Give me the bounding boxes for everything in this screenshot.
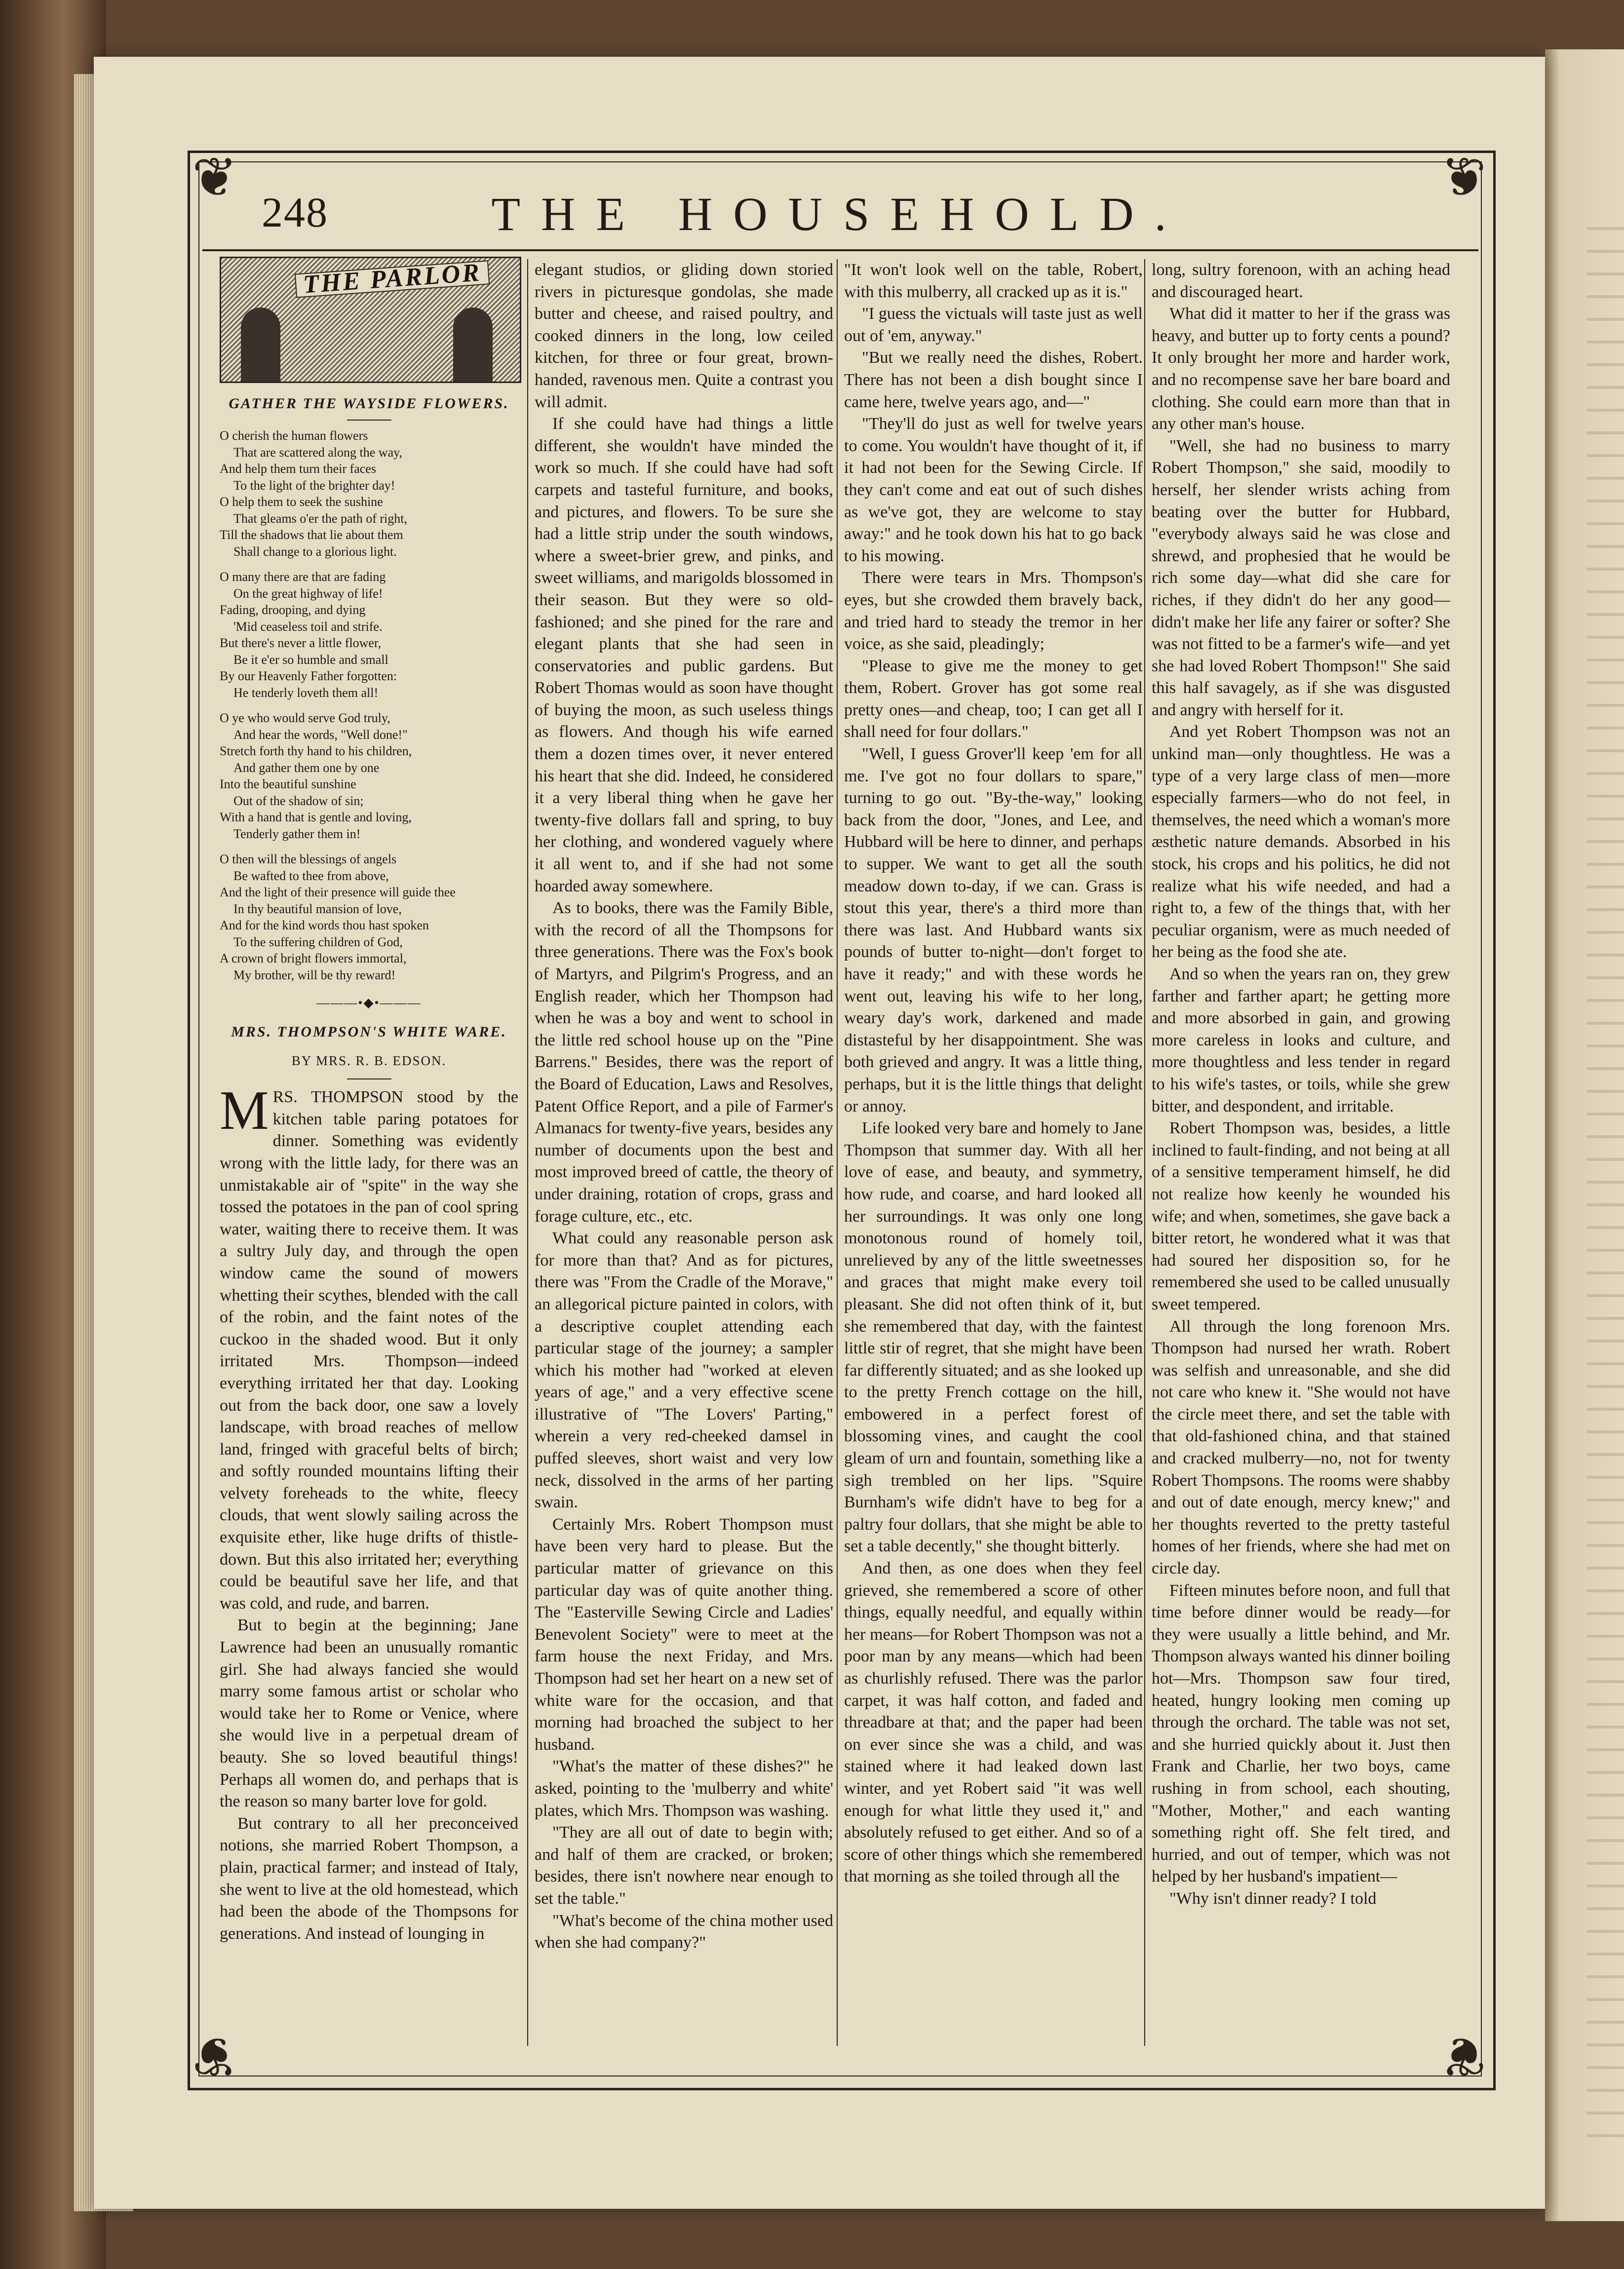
story-paragraph: But contrary to all her preconceived notions, she married Robert Thompson, a plain, practical farmer; and instead of Italy, she went to live at the old homestead, which had been the abode of the Thompsons for generations. And instead of lounging in: [220, 1814, 518, 1943]
poem-line: That gleams o'er the path of right,: [233, 511, 407, 526]
poem-line: O cherish the human flowers: [220, 428, 368, 443]
woodcut-title: THE PARLOR: [295, 260, 490, 298]
poem-line: Shall change to a glorious light.: [233, 544, 397, 559]
corner-flourish-icon: ❦: [192, 2026, 238, 2086]
column-divider: [1144, 259, 1145, 2046]
story-paragraph: "Why isn't dinner ready? I told: [1169, 1889, 1377, 1908]
header-rule: [202, 249, 1478, 251]
corner-flourish-icon: ❦: [1440, 148, 1487, 208]
poem-line: A crown of bright flowers immortal,: [220, 951, 407, 965]
masthead-title: THE HOUSEHOLD.: [491, 188, 1187, 240]
drop-cap: M: [220, 1080, 269, 1142]
poem-line: Out of the shadow of sin;: [233, 793, 364, 808]
poem-stanza: [220, 851, 518, 983]
story-column-4: [1152, 259, 1450, 1910]
poem-line: Stretch forth thy hand to his children,: [220, 744, 412, 758]
story-paragraph: What did it matter to her if the grass was heavy, and butter up to forty cents a pound? It only brought her more and harder work, and no recompense save her bare board and clothing. She could earn more than that in any other man's house.: [1152, 305, 1450, 433]
parlor-woodcut: [220, 257, 521, 383]
poem-line: And gather them one by one: [233, 760, 380, 775]
poem-line: And hear the words, "Well done!": [233, 727, 408, 742]
story-paragraph: long, sultry forenoon, with an aching head and discouraged heart.: [1152, 261, 1450, 301]
story-paragraph: There were tears in Mrs. Thompson's eyes, but she crowded them bravely back, and tried hard to steady the tremor in her voice, as she said, pleadingly;: [844, 569, 1143, 654]
story-column-2: [535, 259, 833, 1954]
story-paragraph: Certainly Mrs. Robert Thompson must have been very hard to please. But the particular matter of grievance on this particular day was of quite another thing. The "Easterville Sewing Circle and Ladies' Benevolent Society" were to meet at the farm house the next Friday, and Mrs. Thompson had set her heart on a new set of white ware for the occasion, and that morning had broached the subject to her husband.: [535, 1515, 833, 1754]
poem-title: GATHER THE WAYSIDE FLOWERS.: [229, 395, 509, 412]
poem-line: In thy beautiful mansion of love,: [233, 901, 402, 916]
poem-line: O ye who would serve God truly,: [220, 711, 390, 725]
story-paragraph: What could any reasonable person ask for more than that? And as for pictures, there was "From the Cradle of the Morave," an allegorical picture painted in colors, with a descriptive couplet attending each particular stage of the journey; a sampler which his mother had "worked at eleven years of age," and a very effective scene illustrative of "The Lovers' Parting," wherein a very red-cheeked damsel in puffed sleeves, short waist and very low neck, dissolved in the arms of her parting swain.: [535, 1229, 833, 1512]
story-paragraph: "It won't look well on the table, Robert, with this mulberry, all cracked up as it is.": [844, 261, 1143, 301]
poem-line: Tenderly gather them in!: [233, 826, 361, 841]
story-paragraph: "I guess the victuals will taste just as well out of 'em, anyway.": [844, 305, 1143, 345]
title-rule: [347, 420, 391, 421]
column-divider: [527, 259, 528, 2046]
woodcut-figure: [453, 308, 493, 382]
story-paragraph: Life looked very bare and homely to Jane Thompson that summer day. With all her love of ease, and beauty, and symmetry, how rude, and coarse, and hard looked all her surroundings. It was only one long monotonous round of homely toil, unrelieved by any of the little sweetnesses and graces that might make every toil pleasant. She did not often think of it, but she remembered that day, with the faintest little stir of regret, that she might have been far differently situated; and as she looked up to the pretty French cottage on the hill, embowered in a perfect forest of blossoming vines, and caught the cool gleam of urn and fountain, something like a sigh trembled on her lips. "Squire Burnham's wife didn't have to beg for a paltry four dollars, that she might be able to set a table decently," she thought bitterly.: [844, 1119, 1143, 1556]
column-1: [220, 259, 518, 1945]
story-paragraph: "They'll do just as well for twelve years to come. You wouldn't have thought of it, if it had not been for the Sewing Circle. If they can't come and eat out of such dishes as we've got, they are welcome to stay away:" and he took down his hat to go back to his mowing.: [844, 415, 1143, 565]
poem-line: With a hand that is gentle and loving,: [220, 810, 412, 824]
story-paragraph: Robert Thompson was, besides, a little inclined to fault-finding, and not being at all of a sensitive temperament himself, he did not realize how keenly he wounded his wife; and when, sometimes, she gave back a bitter retort, he wondered what it was that had soured her disposition so, for he remembered she used to be called unusually sweet tempered.: [1152, 1119, 1450, 1313]
column-divider: [837, 259, 838, 2046]
poem-line: By our Heavenly Father forgotten:: [220, 669, 397, 683]
story-title: MRS. THOMPSON'S WHITE WARE.: [231, 1023, 507, 1040]
story-paragraph: And then, as one does when they feel grieved, she remembered a score of other things, equally needful, and equally within her means—for Robert Thompson was not a poor man by any means—which had been as churlishly refused. There was the parlor carpet, it was half cotton, and faded and threadbare at that; and the paper had been on ever since she was a child, and was stained where it had leaked down last winter, and yet Robert said "it was well enough for what little they used it," and absolutely refused to get either. And so of a score of other things which she remembered that morning as she toiled through all the: [844, 1559, 1143, 1886]
poem-line: On the great highway of life!: [233, 586, 383, 601]
story-paragraph: "What's become of the china mother used when she had company?": [535, 1911, 833, 1952]
facing-page-text: [1587, 227, 1624, 2152]
story-paragraph: And yet Robert Thompson was not an unkind man—only thoughtless. He was a type of a very large class of men—more especially farmers—who do not feel, in themselves, the need which a woman's more æsthetic nature demands. Absorbed in his stock, his crops and his politics, he did not realize what his wife needed, and had a right to, a few of the things that, with her peculiar organism, were as much needed of her being as the food she ate.: [1152, 723, 1450, 961]
poem-line: Till the shadows that lie about them: [220, 528, 403, 542]
story-paragraph: "What's the matter of these dishes?" he asked, pointing to the 'mulberry and white' plates, which Mrs. Thompson was washing.: [535, 1757, 833, 1820]
corner-flourish-icon: ❦: [1440, 2026, 1487, 2086]
poem-stanza: [220, 569, 518, 701]
poem-line: My brother, will be thy reward!: [233, 967, 396, 982]
poem-line: That are scattered along the way,: [233, 445, 402, 460]
section-ornament: ———•◆•———: [316, 996, 422, 1010]
poem-line: And help them turn their faces: [220, 461, 376, 476]
poem-line: O many there are that are fading: [220, 570, 386, 584]
corner-flourish-icon: ❦: [192, 148, 238, 208]
byline-rule: [347, 1078, 391, 1079]
page-header: [207, 188, 1471, 242]
column-2: [535, 259, 833, 1954]
story-column-3: [844, 259, 1143, 1888]
poem-line: Fading, drooping, and dying: [220, 603, 366, 617]
story-paragraph: "Please to give me the money to get them, Robert. Grover has got some real pretty ones—and cheap, too; I can get all I shall need for four dollars.": [844, 656, 1143, 741]
story-paragraph: [220, 1080, 518, 1615]
poem-line: O help them to seek the sushine: [220, 495, 383, 509]
poem-line: Be it e'er so humble and small: [233, 652, 388, 667]
story-paragraph: And so when the years ran on, they grew farther and farther apart; he getting more and more absorbed in gain, and growing more careless in looks and culture, and more thoughtless and less tender in regard to his wife's tastes, or toils, while she grew bitter, and despondent, and irritable.: [1152, 965, 1450, 1115]
poem-line: 'Mid ceaseless toil and strife.: [233, 619, 383, 634]
column-3: [844, 259, 1143, 1888]
woodcut-figure: [241, 308, 280, 382]
poem-line: Into the beautiful sunshine: [220, 777, 356, 791]
story-paragraph: "They are all out of date to begin with; and half of them are cracked, or broken; besides, there isn't nowhere near enough to set the table.": [535, 1823, 833, 1908]
poem-line: And for the kind words thou hast spoken: [220, 918, 429, 932]
poem-line: He tenderly loveth them all!: [233, 685, 379, 700]
poem-stanza: [220, 710, 518, 842]
story-paragraph: All through the long forenoon Mrs. Thompson had nursed her wrath. Robert was selfish and unreasonable, and she did not care who knew it. "She would not have the circle meet there, and set the table with that old-fashioned china, and that stained and cracked mulberry—no, not for twenty Robert Thompsons. The rooms were shabby and out of date enough, mercy knew;" and her thoughts reverted to the pretty tasteful homes of her friends, where she had met on circle day.: [1152, 1317, 1450, 1578]
column-4: [1152, 259, 1450, 1910]
story-byline: BY MRS. R. B. EDSON.: [291, 1053, 447, 1068]
story-paragraph: As to books, there was the Family Bible, with the record of all the Thompsons for three generations. There was the Fox's book of Martyrs, and Pilgrim's Progress, and an English reader, which her Thompson had when he was a boy and went to school in the little red school house up on the "Pine Barrens." Besides, there was the report of the Board of Education, Laws and Resolves, Patent Office Report, and a pile of Farmer's Almanacs for twenty-five years, besides any number of documents upon the best and most improved breed of cattle, the theory of under draining, rotation of crops, grass and forage culture, etc., etc.: [535, 899, 833, 1226]
story-paragraph: If she could have had things a little different, she wouldn't have minded the work so much. If she could have had soft carpets and tasteful furniture, and books, and pictures, and flowers. To be sure she had a little strip under the south windows, where a sweet-brier grew, and pinks, and sweet williams, and marigolds blossomed in their season. But they were so old-fashioned; and she pined for the rare and elegant plants that she had seen in conservatories and public gardens. But Robert Thomas would as soon have thought of buying the moon, as such useless things as flowers. And though his wife earned them a dozen times over, it never entered his heart that she did. Indeed, he considered it a very liberal thing when he gave her twenty-five dollars fall and spring, to buy her clothing, and wondered vaguely where it all went to, and if she had not some hoarded away somewhere.: [535, 415, 833, 895]
story-paragraph: "But we really need the dishes, Robert. There has not been a dish bought since I came here, twelve years ago, and—": [844, 348, 1143, 411]
story-paragraph: But to begin at the beginning; Jane Lawrence had been an unusually romantic girl. She had always fancied she would marry some famous artist or scholar who would take her to Rome or Venice, where she would live in a perpetual dream of beauty. She so loved beautiful things! Perhaps all women do, and perhaps that is the reason so many barter love for gold.: [220, 1616, 518, 1811]
poem-line: To the light of the brighter day!: [233, 478, 395, 493]
story-paragraph-text: RS. THOMPSON stood by the kitchen table paring potatoes for dinner. Something was evidently wrong with the little lady, for there was an unmistakable air of "spite" in the way she tossed the potatoes in the pan of cool spring water, waiting there to receive them. It was a sultry July day, and through the open window came the sound of mowers whetting their scythes, blended with the call of the robin, and the faint notes of the cuckoo in the shaded wood. But it only irritated Mrs. Thompson—indeed everything irritated her that day. Looking out from the back door, one saw a lovely landscape, with broad reaches of mellow land, fringed with graceful belts of birch; and softly rounded mountains lifting their velvety foreheads to the white, fleecy clouds, that went slowly sailing across the exquisite ether, like huge drifts of thistle-down. But this also irritated her; everything could be beautiful save her life, and that was cold, and rude, and barren.: [220, 1088, 518, 1613]
story-paragraph: Fifteen minutes before noon, and full that time before dinner would be ready—for they were usually a little behind, and Mr. Thompson always wanted his dinner boiling hot—Mrs. Thompson saw four tired, heated, hungry looking men coming up through the orchard. The table was not set, and she hurried quickly about it. Just then Frank and Charlie, her two boys, came rushing in from school, each shouting, "Mother, Mother," and each wanting something right off. She felt tired, and hurried, and out of temper, which was not helped by her husband's impatient—: [1152, 1581, 1450, 1886]
poem-line: O then will the blessings of angels: [220, 852, 397, 866]
page-number: 248: [262, 189, 328, 236]
poem-line: And the light of their presence will guide thee: [220, 885, 456, 899]
poem-body: [220, 427, 518, 983]
poem-line: But there's never a little flower,: [220, 636, 382, 650]
story-column-1: [220, 1080, 518, 1945]
poem-stanza: [220, 427, 518, 560]
poem-line: Be wafted to thee from above,: [233, 868, 389, 883]
story-paragraph: "Well, she had no business to marry Robert Thompson," she said, moodily to herself, her slender wrists aching from beating over the butter for Hubbard, "everybody always said he was close and shrewd, and prophesied that he would be rich some day—what did she care for riches, if they didn't do her any good—didn't make her life any fairer or softer? She was not fitted to be a farmer's wife—and yet she had loved Robert Thompson!" She said this half savagely, as if she was disgusted and angry with herself for it.: [1152, 436, 1450, 719]
poem-line: To the suffering children of God,: [233, 934, 403, 949]
story-paragraph: "Well, I guess Grover'll keep 'em for all me. I've got no four dollars to spare," turning to go out. "By-the-way," looking back from the door, "Jones, and Lee, and Hubbard will be here to dinner, and perhaps to supper. We want to get all the south meadow down to-day, if we can. Grass is stout this year, there's a third more than there was last. And Hubbard wants six pounds of butter to-night—don't forget to have it ready;" and with these words he went out, leaving his wife to her long, weary day's work, darkened and made distasteful by her disappointment. She was both grieved and angry. It was a little thing, perhaps, but it is the little things that delight or annoy.: [844, 745, 1143, 1115]
story-paragraph: elegant studios, or gliding down storied rivers in picturesque gondolas, she made butter and cheese, and raised poultry, and cooked dinners in the long, low ceiled kitchen, for three or four great, brown-handed, ravenous men. Quite a contrast you will admit.: [535, 261, 833, 411]
